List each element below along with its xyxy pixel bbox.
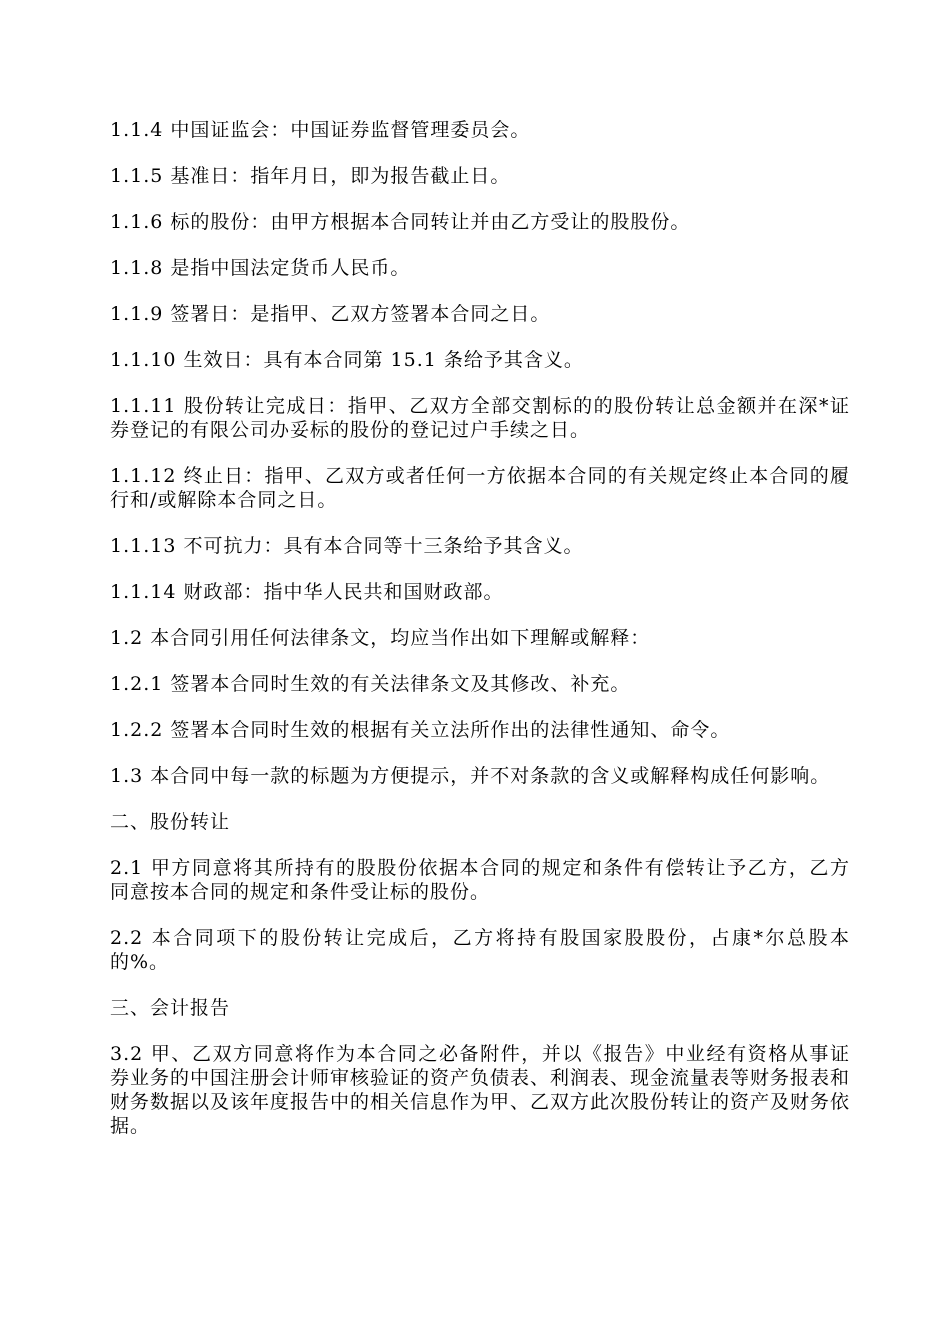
clause-1-2: 1.2 本合同引用任何法律条文，均应当作出如下理解或解释： bbox=[110, 627, 651, 649]
clause-3-2: 3.2 甲、乙双方同意将作为本合同之必备附件，并以《报告》中业经有资格从事证券业务的中国注册会计师审核验证的资产负债表、利润表、现金流量表等财务报表和财务数据以及该年度报告中的相关信息作为甲、乙双方此次股份转让的资产及财务依据。 bbox=[110, 1043, 851, 1137]
section-heading-2: 二、股份转让 bbox=[110, 811, 231, 833]
clause-2-1: 2.1 甲方同意将其所持有的股股份依据本合同的规定和条件有偿转让予乙方，乙方同意按本合同的规定和条件受让标的股份。 bbox=[110, 857, 850, 903]
clause-1-1-14: 1.1.14 财政部：指中华人民共和国财政部。 bbox=[110, 581, 504, 603]
clause-1-1-4: 1.1.4 中国证监会：中国证券监督管理委员会。 bbox=[110, 119, 531, 141]
clause-1-1-9: 1.1.9 签署日：是指甲、乙双方签署本合同之日。 bbox=[110, 303, 551, 325]
section-heading-3: 三、会计报告 bbox=[110, 997, 231, 1019]
clause-2-2: 2.2 本合同项下的股份转让完成后，乙方将持有股国家股股份，占康*尔总股本的%。 bbox=[110, 927, 850, 973]
clause-1-2-1: 1.2.1 签署本合同时生效的有关法律条文及其修改、补充。 bbox=[110, 673, 631, 695]
clause-1-2-2: 1.2.2 签署本合同时生效的根据有关立法所作出的法律性通知、命令。 bbox=[110, 719, 731, 741]
clause-1-1-12: 1.1.12 终止日：指甲、乙双方或者任何一方依据本合同的有关规定终止本合同的履行和/或解除本合同之日。 bbox=[110, 465, 850, 511]
clause-1-1-5: 1.1.5 基准日：指年月日，即为报告截止日。 bbox=[110, 165, 511, 187]
clause-1-1-8: 1.1.8 是指中国法定货币人民币。 bbox=[110, 257, 411, 279]
clause-1-1-11: 1.1.11 股份转让完成日：指甲、乙双方全部交割标的的股份转让总金额并在深*证券登记的有限公司办妥标的股份的登记过户手续之日。 bbox=[110, 395, 850, 441]
clause-1-1-13: 1.1.13 不可抗力：具有本合同等十三条给予其含义。 bbox=[110, 535, 584, 557]
document-page bbox=[110, 118, 850, 1160]
clause-1-1-10: 1.1.10 生效日：具有本合同第 15.1 条给予其含义。 bbox=[110, 349, 584, 371]
clause-1-3: 1.3 本合同中每一款的标题为方便提示，并不对条款的含义或解释构成任何影响。 bbox=[110, 765, 831, 787]
clause-1-1-6: 1.1.6 标的股份：由甲方根据本合同转让并由乙方受让的股股份。 bbox=[110, 211, 691, 233]
